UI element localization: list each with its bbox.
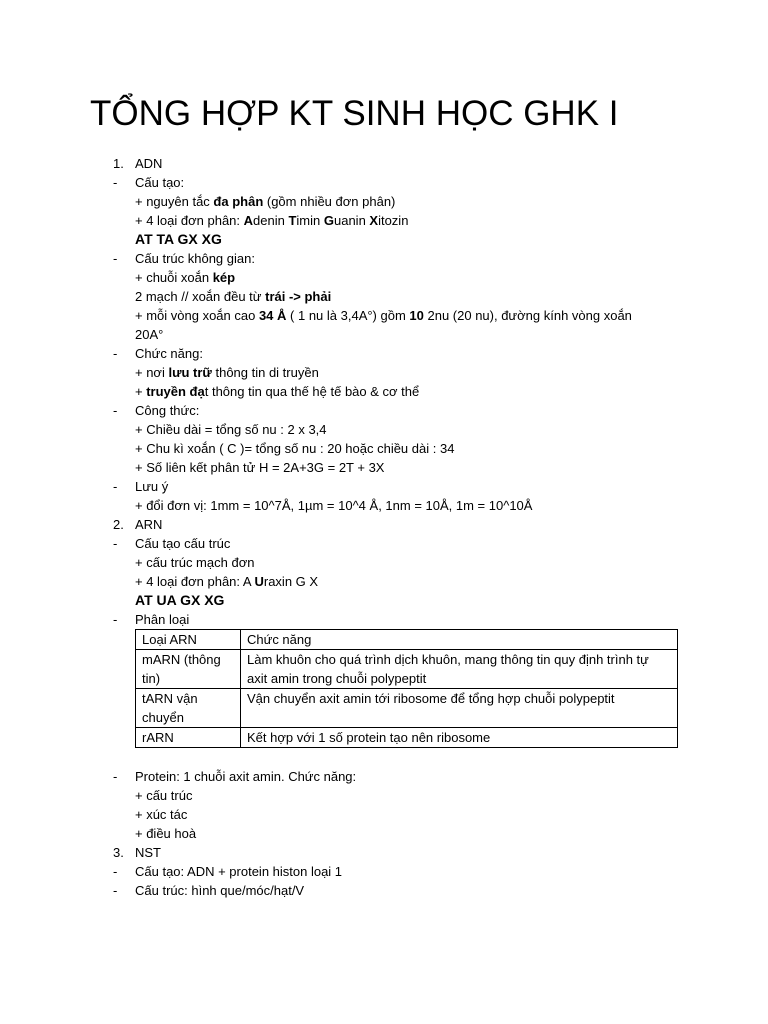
text-line <box>0 420 768 439</box>
list-item-nst <box>0 843 768 862</box>
dash-marker: - <box>113 251 118 266</box>
text-span: + chuỗi xoắn <box>135 270 213 285</box>
dash-marker: - <box>113 612 118 627</box>
bullet-line <box>0 767 768 786</box>
dash-marker: - <box>113 175 118 190</box>
bold-text: đa phân <box>213 194 264 209</box>
text-span: + điều hoà <box>135 826 197 841</box>
text-line: Cấu trúc không gian: <box>135 251 255 266</box>
text-line <box>0 192 768 211</box>
text-line <box>0 824 768 843</box>
text-line <box>0 382 768 401</box>
dash-marker: - <box>113 346 118 361</box>
text-line <box>0 230 768 249</box>
bullet-line <box>0 534 768 553</box>
text-line <box>0 553 768 572</box>
bold-text: 34 Å <box>258 308 287 323</box>
base-pairs: AT UA GX XG <box>135 592 225 608</box>
text-line <box>0 306 768 325</box>
table-cell: Làm khuôn cho quá trình dịch khuôn, mang thông tin quy định trình tự axit amin trong chuỗi polypeptit <box>241 650 678 689</box>
text-span: t thông tin qua thế hệ tế bào & cơ thể <box>204 384 420 399</box>
dash-marker: - <box>113 479 118 494</box>
bullet-line <box>0 881 768 900</box>
bold-text: lưu trữ <box>168 365 212 380</box>
text-span: ( 1 nu là 3,4A°) gồm <box>286 308 410 323</box>
table-cell: mARN (thông tin) <box>136 650 241 689</box>
text-line <box>0 496 768 515</box>
list-item-adn <box>0 154 768 173</box>
text-span: + nơi <box>135 365 169 380</box>
bold-text: kép <box>212 270 236 285</box>
text-span: raxin G X <box>263 574 319 589</box>
text-line <box>0 439 768 458</box>
text-span: + <box>135 384 147 399</box>
text-span: (gồm nhiều đơn phân) <box>263 194 396 209</box>
text-span: 2nu (20 nu), đường kính vòng xoắn <box>423 308 632 323</box>
text-span: denin <box>253 213 289 228</box>
table-row <box>136 728 678 748</box>
formula-line: + Số liên kết phân tử H = 2A+3G = 2T + 3X <box>135 460 385 475</box>
dash-marker: - <box>113 883 118 898</box>
list-number: 2. <box>113 517 124 532</box>
dash-marker: - <box>113 864 118 879</box>
table-header-cell: Chức năng <box>241 630 678 650</box>
bullet-line <box>0 249 768 268</box>
bullet-line <box>0 610 768 629</box>
arn-table <box>135 629 678 748</box>
formula-line: + Chu kì xoắn ( C )= tổng số nu : 20 hoặc chiều dài : 34 <box>135 441 455 456</box>
table-row <box>136 689 678 728</box>
text-line <box>0 287 768 306</box>
text-line: Cấu tạo cấu trúc <box>135 536 231 551</box>
list-item-arn <box>0 515 768 534</box>
text-line <box>0 572 768 591</box>
text-span: + xúc tác <box>135 807 188 822</box>
bullet-line <box>0 344 768 363</box>
bullet-line <box>0 401 768 420</box>
text-line <box>0 363 768 382</box>
list-number: 3. <box>113 845 124 860</box>
text-span: thông tin di truyền <box>211 365 319 380</box>
dash-marker: - <box>113 536 118 551</box>
dash-marker: - <box>113 769 118 784</box>
text-line <box>0 458 768 477</box>
text-span: uanin <box>333 213 370 228</box>
text-line <box>0 211 768 230</box>
text-line: Cấu trúc: hình que/móc/hạt/V <box>135 883 305 898</box>
table-cell: Kết hợp với 1 số protein tạo nên ribosome <box>241 728 678 748</box>
bold-letter: X <box>369 213 379 228</box>
text-line: Protein: 1 chuỗi axit amin. Chức năng: <box>135 769 357 784</box>
section-heading: ARN <box>135 517 163 532</box>
text-span: + cấu trúc <box>135 788 193 803</box>
text-line <box>0 325 768 344</box>
text-span: + mỗi vòng xoắn cao <box>135 308 259 323</box>
table-row <box>136 650 678 689</box>
section-heading: NST <box>135 845 161 860</box>
table-cell: tARN vận chuyển <box>136 689 241 728</box>
table-header-row <box>136 630 678 650</box>
unit-conversion-line: + đổi đơn vị: 1mm = 10^7Å, 1µm = 10^4 Å, 1nm = 10Å, 1m = 10^10Å <box>135 498 533 513</box>
table-cell: rARN <box>136 728 241 748</box>
text-span: 2 mạch // xoắn đều từ <box>135 289 266 304</box>
text-line <box>0 591 768 610</box>
text-line: Chức năng: <box>135 346 203 361</box>
formula-line: + Chiều dài = tổng số nu : 2 x 3,4 <box>135 422 327 437</box>
bold-letter: A <box>243 213 254 228</box>
text-line <box>0 805 768 824</box>
text-line <box>0 786 768 805</box>
text-span: + 4 loại đơn phân: <box>135 213 244 228</box>
page-title: TỔNG HỢP KT SINH HỌC GHK I <box>90 94 619 133</box>
text-span: imin <box>296 213 324 228</box>
base-pairs: AT TA GX XG <box>135 231 222 247</box>
bold-letter: U <box>254 574 264 589</box>
text-line: Cấu tạo: ADN + protein histon loại 1 <box>135 864 343 879</box>
bold-text: truyền đạ <box>146 384 205 399</box>
bold-text: trái -> phải <box>265 289 332 304</box>
text-span: + nguyên tắc <box>135 194 214 209</box>
text-span: + 4 loại đơn phân: A <box>135 574 255 589</box>
bullet-line <box>0 173 768 192</box>
bullet-line <box>0 477 768 496</box>
text-line <box>0 268 768 287</box>
bold-letter: G <box>323 213 334 228</box>
text-span: 20A° <box>135 327 164 342</box>
bold-text: 10 <box>409 308 424 323</box>
text-line: Lưu ý <box>135 479 169 494</box>
section-heading: ADN <box>135 156 163 171</box>
table-cell: Vận chuyển axit amin tới ribosome để tổng hợp chuỗi polypeptit <box>241 689 678 728</box>
text-line: Phân loại <box>135 612 190 627</box>
document-body <box>0 154 768 900</box>
dash-marker: - <box>113 403 118 418</box>
bullet-line <box>0 862 768 881</box>
text-line: Cấu tạo: <box>135 175 185 190</box>
bold-letter: T <box>288 213 297 228</box>
text-span: + cấu trúc mạch đơn <box>135 555 255 570</box>
text-line: Công thức: <box>135 403 200 418</box>
text-span: itozin <box>378 213 409 228</box>
table-header-cell: Loại ARN <box>136 630 241 650</box>
list-number: 1. <box>113 156 124 171</box>
